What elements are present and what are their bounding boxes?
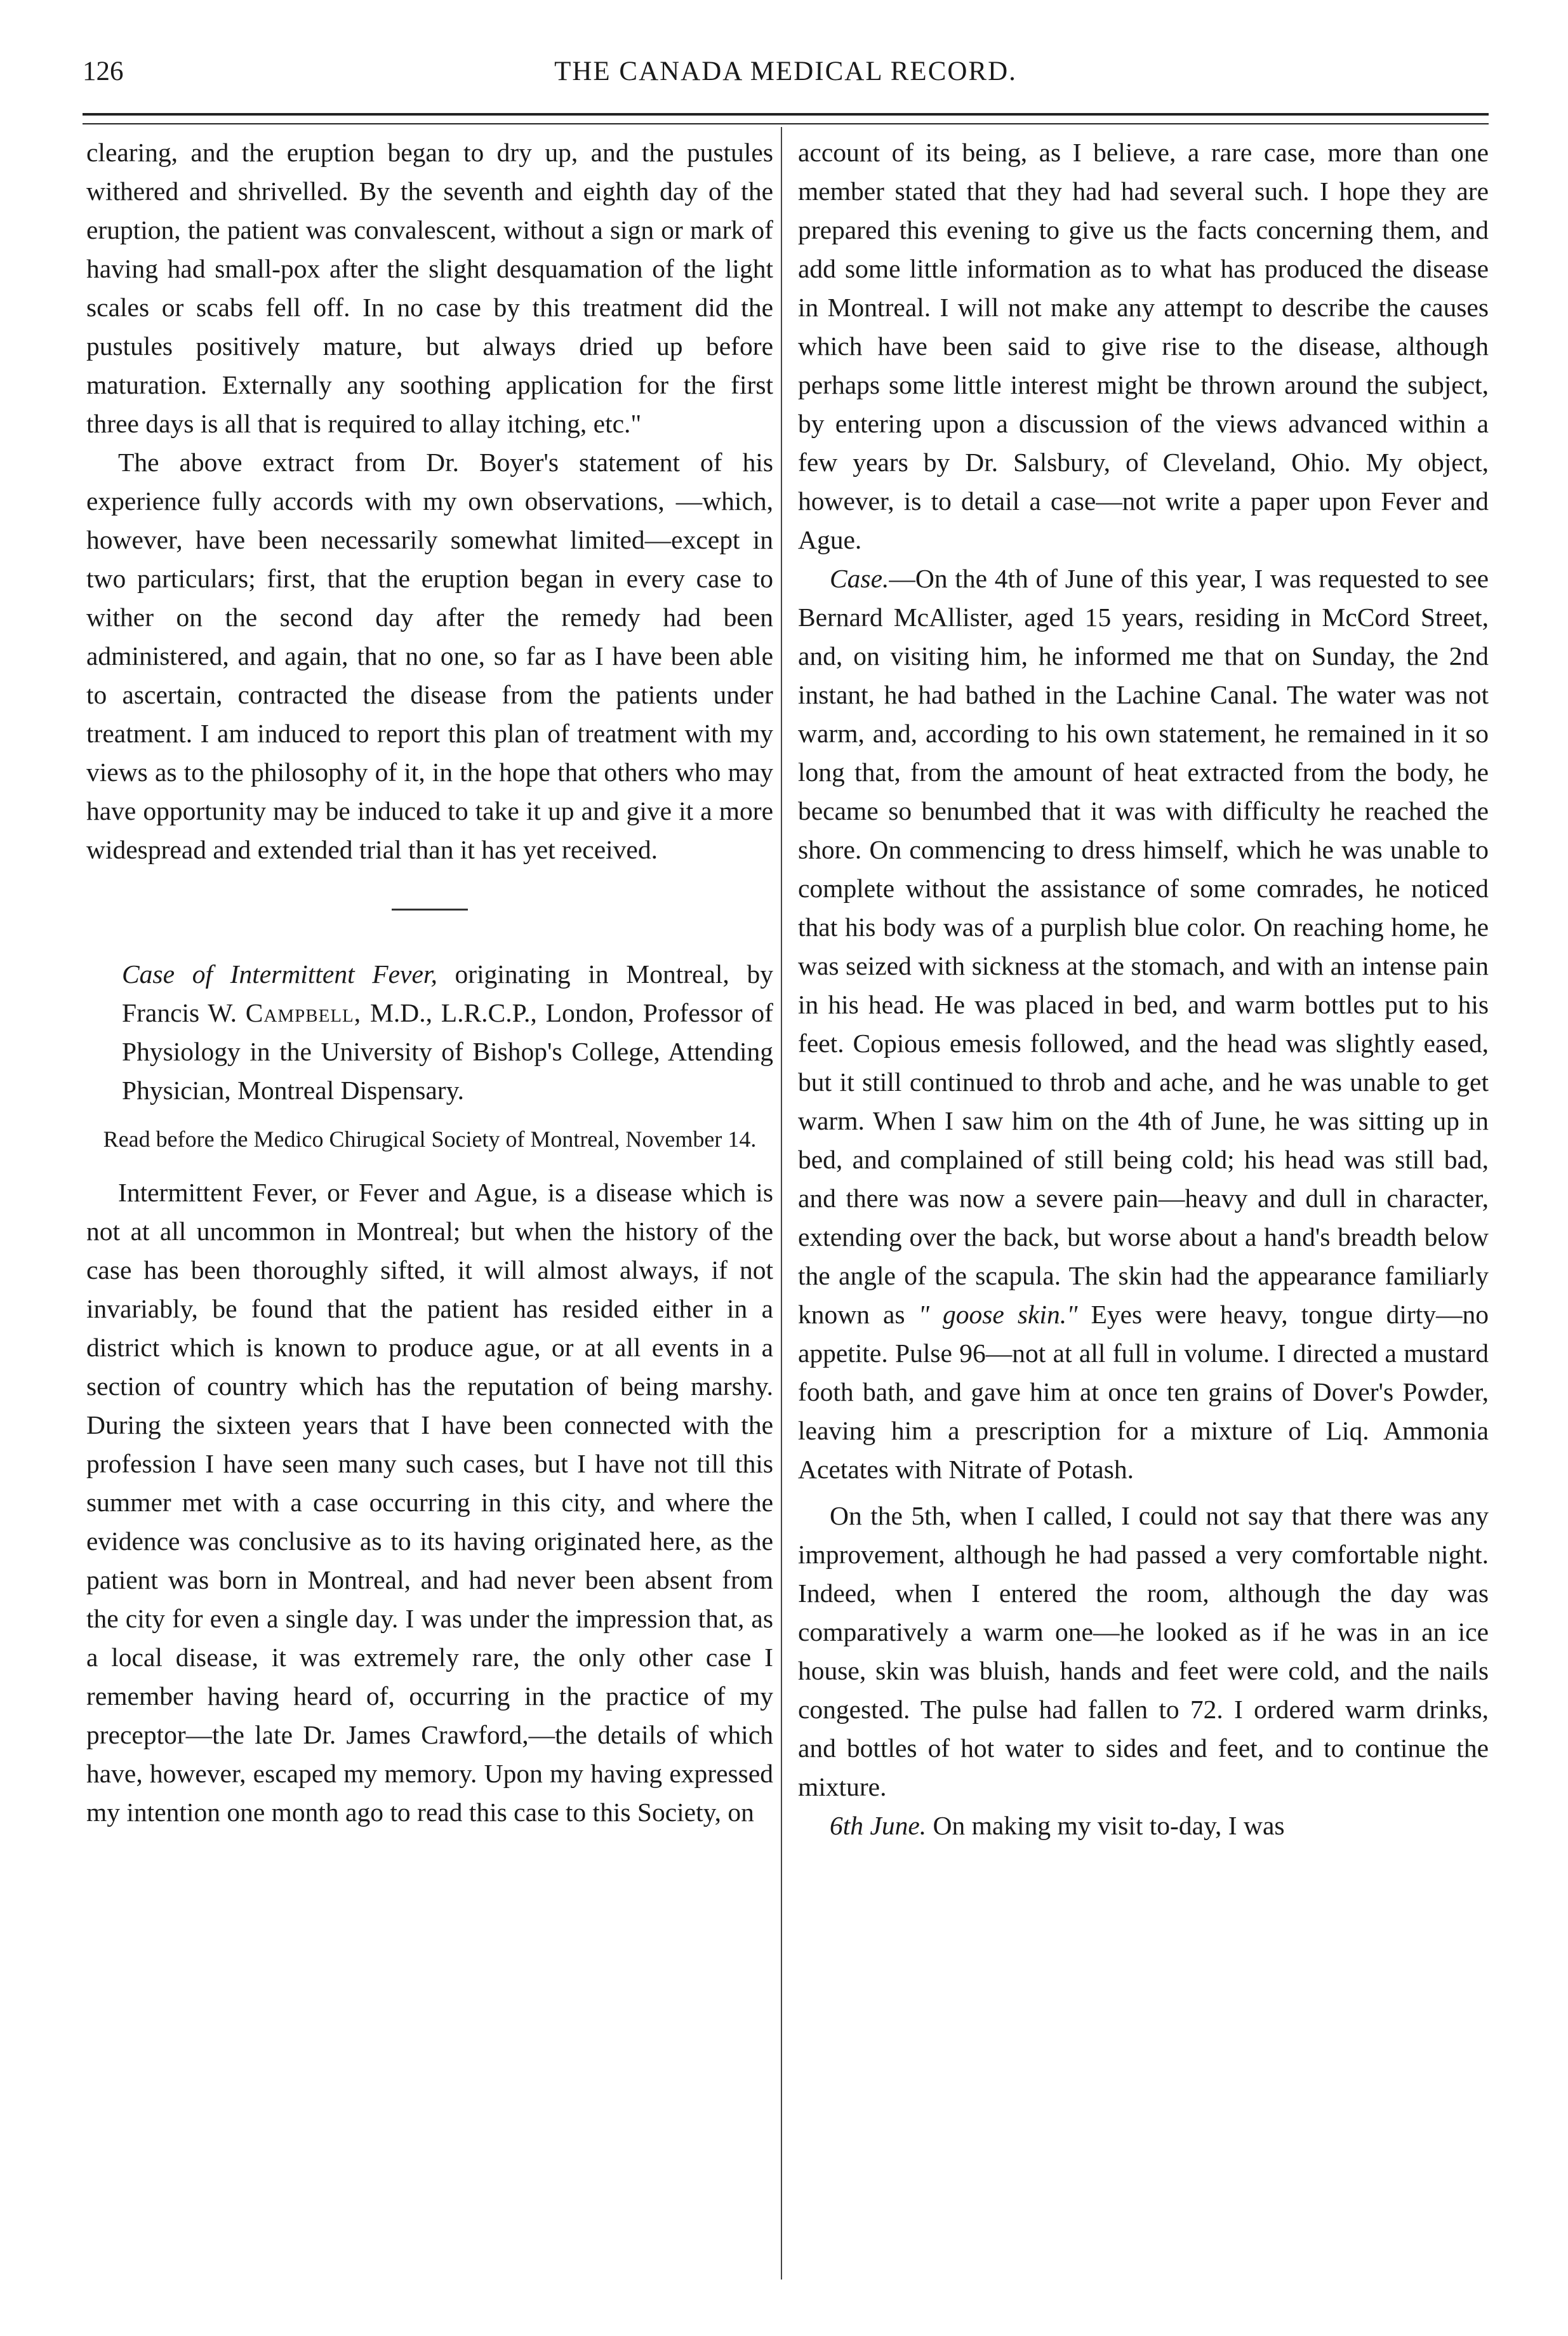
- left-paragraph-3: Intermittent Fever, or Fever and Ague, is a disease which is not at all uncommon in Montreal; but when the history of the case has been thoroughly sifted, it will almost always, if not invariably, be found that the patient has resided either in a district which is known to produce ague, or at all events in a section of country which has the reputation of being marshy. During the sixteen years that I have been connected with the profession I have seen many such cases, but I have not till this summer met with a case occurring in this city, and where the evidence was conclusive as to its having originated here, as the patient was born in Montreal, and had never been absent from the city for even a single day. I was under the impression that, as a local disease, it was extremely rare, the only other case I remember having heard of, occurring in the practice of my preceptor—the late Dr. James Crawford,—the details of which have, however, escaped my memory. Upon my having expressed my intention one month ago to read this case to this Society, on: [86, 1178, 773, 1827]
- date-label: 6th June.: [830, 1811, 927, 1840]
- running-title: THE CANADA MEDICAL RECORD.: [554, 57, 1017, 86]
- goose-skin-quote: " goose skin.": [918, 1300, 1078, 1329]
- column-divider: [781, 127, 782, 2279]
- section-separator: [392, 909, 468, 911]
- article-title-part-2: M.D., L.R.C.P., London, Professor of Physiology in the University of Bishop's College, Attending Physician, Montreal Dispensary.: [122, 998, 773, 1105]
- left-paragraph-1: clearing, and the eruption began to dry up, and the pustules withered and shrivelled. By the seventh and eighth day of the eruption, the patient was convalescent, without a sign or mark of having had small-pox after the slight desquamation of the light scales or scabs fell off. In no case by this treatment did the pustules positively mature, but always dried up before maturation. Externally any soothing application for the first three days is all that is required to allay itching, etc.": [86, 138, 773, 438]
- header-rule-thick: [83, 113, 1489, 116]
- right-paragraph-3: On the 5th, when I called, I could not say that there was any improvement, although he had passed a very comfortable night. Indeed, when I entered the room, although the day was comparatively a warm one—he looked as if he was in an ice house, skin was bluish, hands and feet were cold, and the nails congested. The pulse had fallen to 72. I ordered warm drinks, and bottles of hot water to sides and feet, and to continue the mixture.: [798, 1501, 1489, 1801]
- right-paragraph-1: account of its being, as I believe, a rare case, more than one member stated that they had had several such. I hope they are prepared this evening to give us the facts concerning them, and add some little information as to what has produced the disease in Montreal. I will not make any attempt to describe the causes which have been said to give rise to the disease, although perhaps some little interest might be thrown around the subject, by entering upon a discussion of the views advanced within a few years by Dr. Salsbury, of Cleveland, Ohio. My object, however, is to detail a case—not write a paper upon Fever and Ague.: [798, 138, 1489, 554]
- page-number: 126: [83, 57, 124, 86]
- right-paragraph-2-end: Eyes were heavy, tongue dirty—no appetite. Pulse 96—not at all full in volume. I directed a mustard footh bath, and gave him at once ten grains of Dover's Powder, leaving him a prescription for a mixture of Liq. Ammonia Acetates with Nitrate of Potash.: [798, 1300, 1489, 1484]
- left-paragraph-2: The above extract from Dr. Boyer's statement of his experience fully accords with my own observations, —which, however, have been necessarily somewhat limited—except in two particulars; first, that the eruption began in every case to wither on the second day after the remedy had been administered, and again, that no one, so far as I have been able to ascertain, contracted the disease from the patients under treatment. I am induced to report this plan of treatment with my views as to the philosophy of it, in the hope that others who may have opportunity may be induced to take it up and give it a more widespread and extended trial than it has yet received.: [86, 448, 773, 864]
- right-paragraph-2: [798, 559, 1489, 1489]
- right-paragraph-4: [798, 1806, 1489, 1845]
- left-column: [86, 133, 773, 1832]
- case-label: Case.: [830, 564, 889, 593]
- article-author: Campbell,: [245, 998, 362, 1027]
- page-header: [83, 50, 1489, 94]
- read-note: Read before the Medico Chirugical Society of Montreal, November 14.: [103, 1126, 757, 1152]
- right-paragraph-2-text: —On the 4th of June of this year, I was requested to see Bernard McAllister, aged 15 years, residing in McCord Street, and, on visiting him, he informed me that on Sunday, the 2nd instant, he had bathed in the Lachine Canal. The water was not warm, and, according to his own statement, he remained in it so long that, from the amount of heat extracted from the body, he became so benumbed that it was with difficulty he reached the shore. On commencing to dress himself, which he was unable to complete without the assistance of some comrades, he noticed that his body was of a purplish blue color. On reaching home, he was seized with sickness at the stomach, and with an intense pain in his head. He was placed in bed, and warm bottles put to his feet. Copious emesis followed, and the head was slightly eased, but it still continued to throb and ache, and he was unable to get warm. When I saw him on the 4th of June, he was sitting up in bed, and complained of still being cold; his head was still bad, and there was now a severe pain—heavy and dull in character, extending over the back, but worse about a hand's breadth below the angle of the scapula. The skin had the appearance familiarly known as: [798, 564, 1489, 1329]
- right-column: [798, 133, 1489, 1845]
- article-title: [86, 955, 773, 1110]
- header-rule-thin: [83, 123, 1489, 124]
- article-title-part-1: originating in Montreal, by Francis W.: [122, 959, 773, 1027]
- article-title-italic: Case of Intermittent Fever,: [122, 959, 437, 989]
- right-paragraph-4-text: On making my visit to-day, I was: [926, 1811, 1285, 1840]
